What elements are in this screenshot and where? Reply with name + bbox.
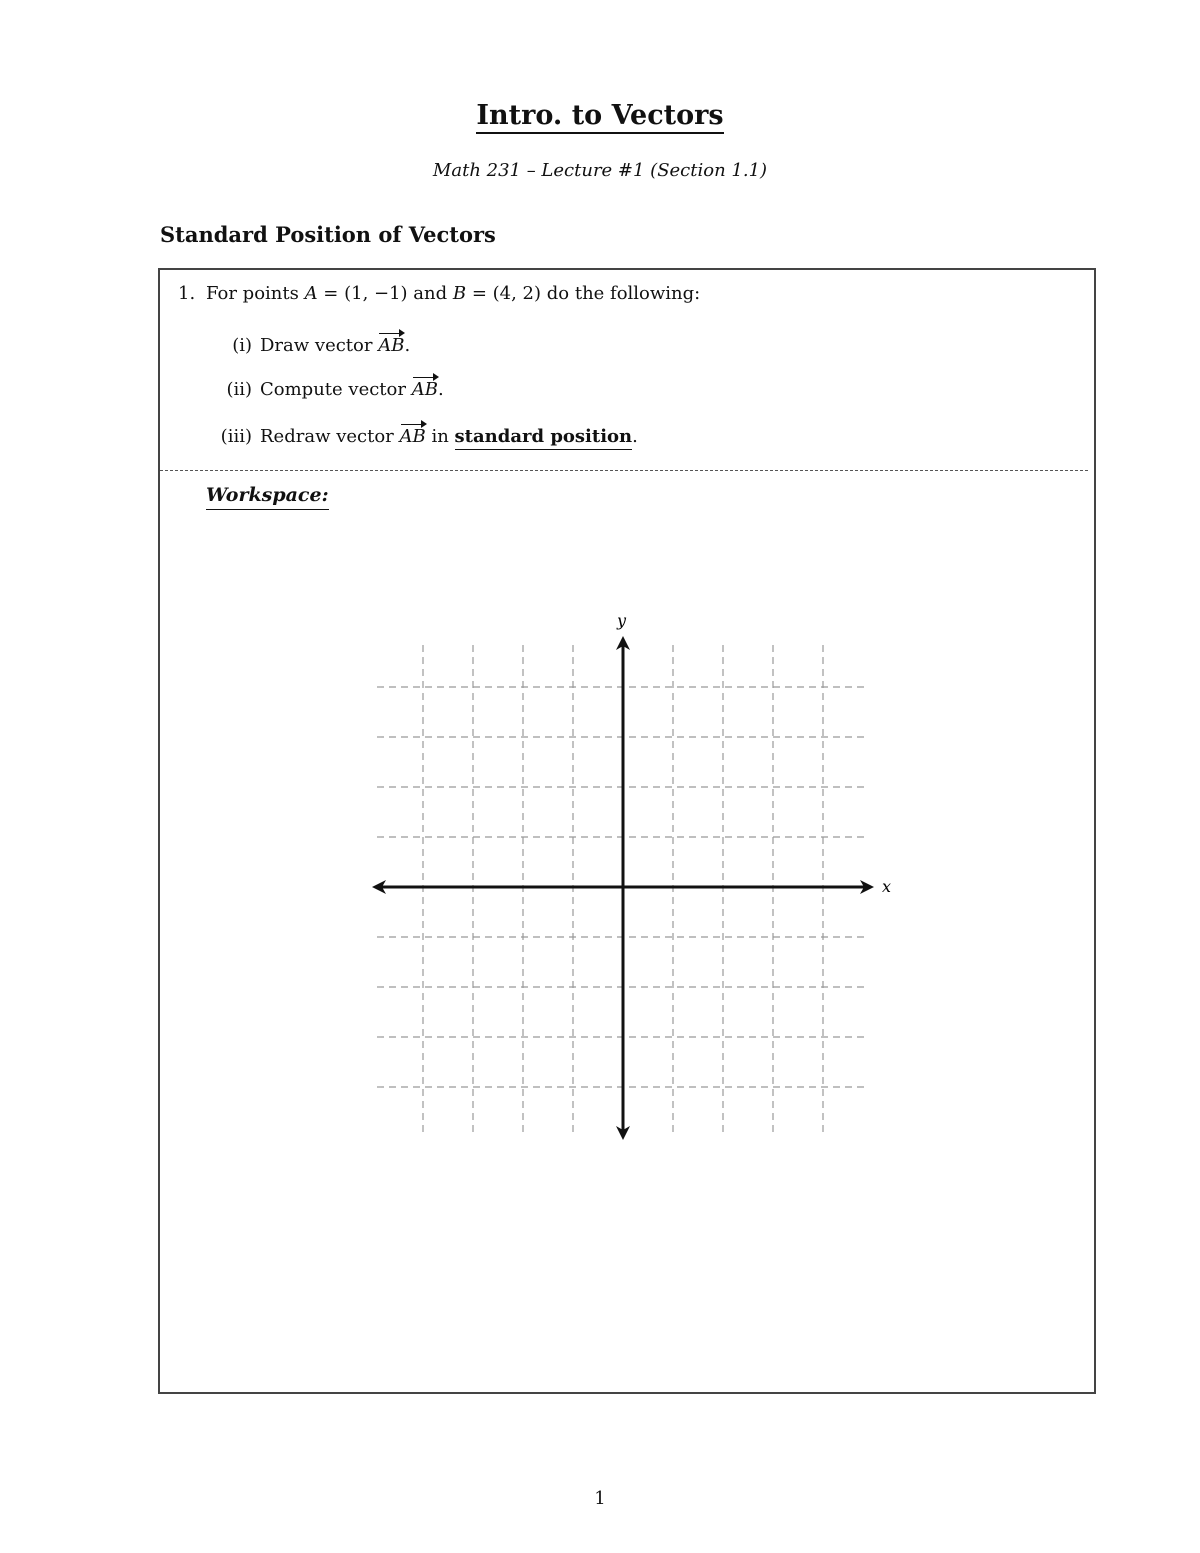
axes [372, 636, 874, 1140]
problem-intro: For points [206, 283, 305, 304]
vector-ab: AB [399, 426, 426, 447]
problem-part-1 [200, 335, 410, 356]
standard-position-term: standard position [455, 426, 633, 450]
part-text: Compute vector [260, 379, 412, 400]
problem-number: 1. [178, 283, 196, 304]
problem-part-2 [200, 379, 444, 400]
point-a-label: A [304, 283, 318, 304]
problem-part-3 [200, 426, 638, 447]
page-number: 1 [594, 1488, 606, 1509]
y-axis-label: y [617, 611, 627, 630]
page-subtitle: Math 231 – Lecture #1 (Section 1.1) [432, 160, 768, 181]
part-end: . [632, 426, 638, 447]
page-title [0, 100, 1200, 131]
part-text: Draw vector [260, 335, 379, 356]
workspace-divider [160, 470, 1088, 471]
point-b-value: = (4, 2) do the following: [466, 283, 701, 304]
x-axis-label: x [882, 877, 892, 896]
coordinate-grid [360, 600, 900, 1150]
part-after: . [404, 335, 411, 356]
page-title-text: Intro. to Vectors [476, 100, 723, 134]
point-b-label: B [452, 283, 467, 304]
vector-ab: AB [411, 379, 438, 400]
point-a-value: = (1, −1) and [317, 283, 453, 304]
section-heading: Standard Position of Vectors [160, 222, 496, 247]
workspace-label: Workspace: [206, 484, 329, 510]
part-label: (iii) [220, 426, 252, 447]
part-label: (i) [232, 335, 252, 356]
part-after: . [437, 379, 444, 400]
part-label: (ii) [226, 379, 252, 400]
grid-lines [377, 645, 865, 1135]
vector-ab: AB [378, 335, 405, 356]
part-after: in [425, 426, 455, 447]
problem-statement [178, 283, 700, 304]
part-text: Redraw vector [260, 426, 400, 447]
